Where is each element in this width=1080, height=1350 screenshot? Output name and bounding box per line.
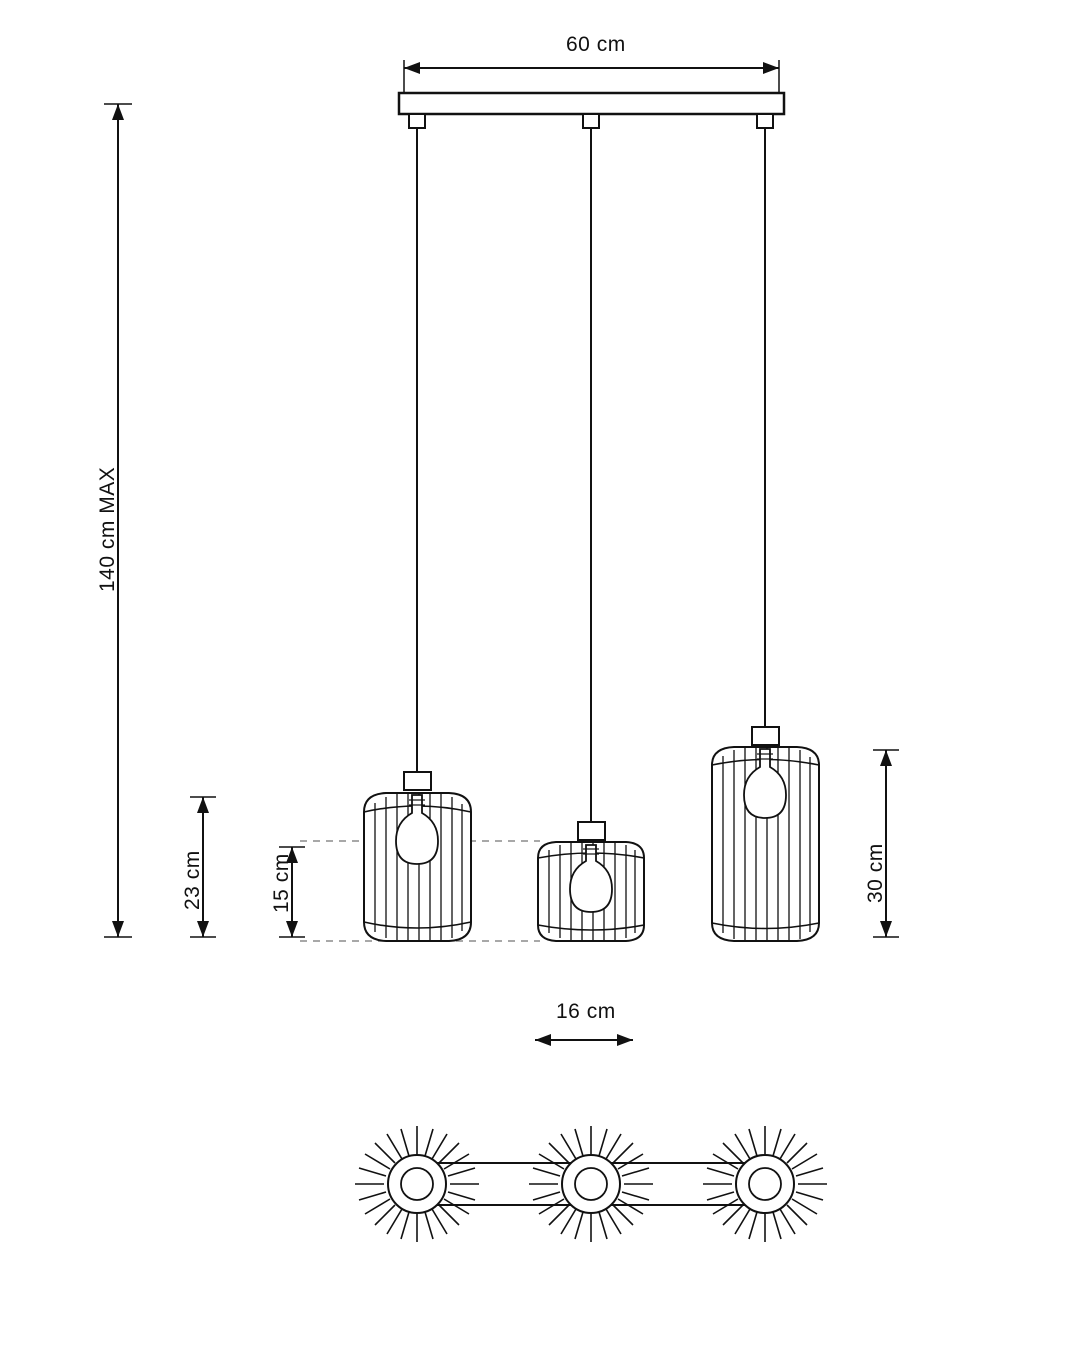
dimension-label-width-total: 60 cm (566, 33, 626, 56)
dimension-label-shade-height-30: 30 cm (864, 843, 887, 903)
dimension-width-total (404, 60, 779, 95)
plan-shade-left (355, 1126, 479, 1242)
plan-shade-middle (529, 1126, 653, 1242)
plan-shade-right (703, 1126, 827, 1242)
suspension-cords (409, 114, 773, 822)
shade-right (712, 727, 819, 941)
shade-middle (538, 822, 644, 941)
ceiling-mount-bar (399, 93, 784, 114)
dimension-label-shade-height-15: 15 cm (270, 853, 293, 913)
shade-left (364, 772, 471, 941)
top-plan-view (355, 1126, 827, 1242)
dimension-label-height-max: 140 cm MAX (96, 466, 119, 592)
dimension-shade-width-16 (535, 1034, 633, 1046)
dimension-label-shade-height-23: 23 cm (181, 850, 204, 910)
dimension-label-shade-width-16: 16 cm (556, 1000, 616, 1023)
